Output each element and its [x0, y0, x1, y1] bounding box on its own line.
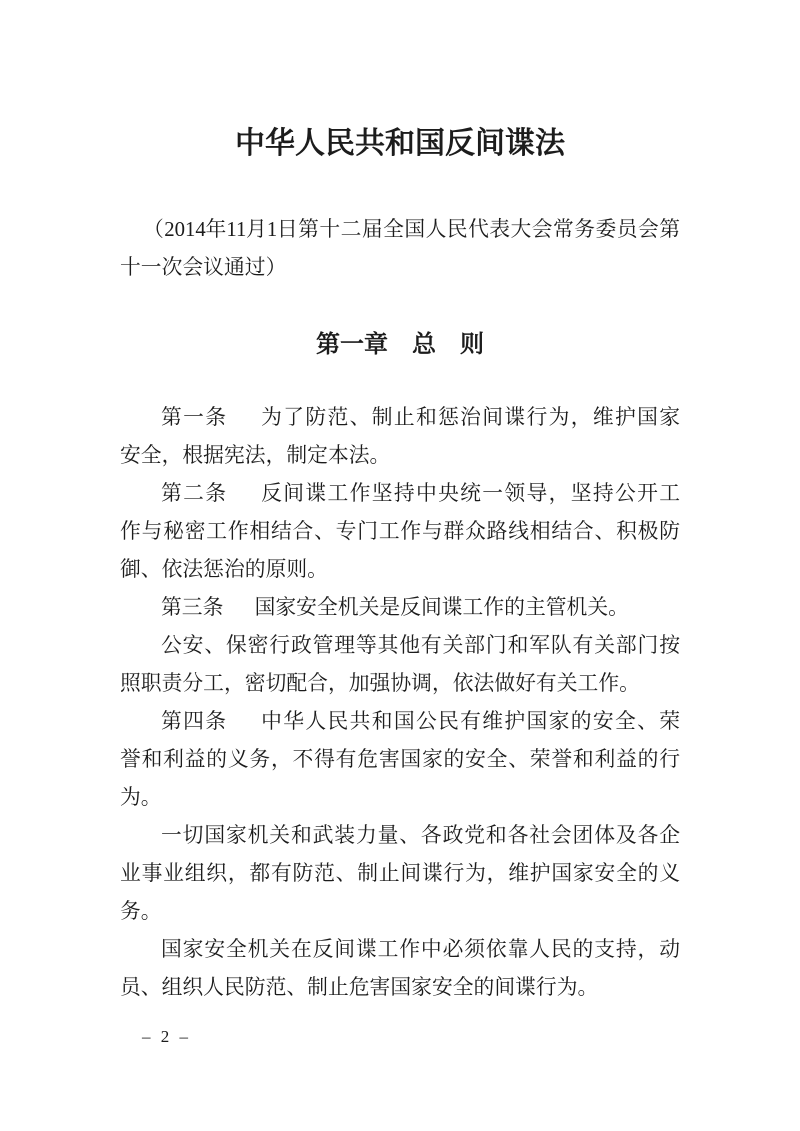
article-4-para-2-line-3: 务。: [120, 900, 162, 923]
article-1-line-1: 第一条 为了防范、制止和惩治间谍行为，维护国家: [161, 406, 680, 429]
article-3-para-2-line-1: 公安、保密行政管理等其他有关部门和军队有关部门按: [161, 634, 680, 657]
article-4-line-2: 誉和利益的义务，不得有危害国家的安全、荣誉和利益的行: [120, 748, 680, 771]
article-2-line-1: 第二条 反间谍工作坚持中央统一领导，坚持公开工: [161, 482, 680, 505]
document-content: [120, 123, 680, 1048]
article-3-para-2-line-2: 照职责分工，密切配合，加强协调，依法做好有关工作。: [120, 672, 640, 695]
article-1-line-2: 安全，根据宪法，制定本法。: [120, 444, 391, 467]
article-4-para-2-line-1: 一切国家机关和武装力量、各政党和各社会团体及各企: [161, 824, 680, 847]
article-3-line-1: 第三条 国家安全机关是反间谍工作的主管机关。: [161, 596, 629, 619]
document-title: 中华人民共和国反间谍法: [235, 127, 565, 160]
article-4-line-3: 为。: [120, 786, 162, 809]
page-number: – 2 –: [142, 1027, 191, 1046]
article-4-line-1: 第四条 中华人民共和国公民有维护国家的安全、荣: [161, 710, 680, 733]
article-4-para-2-line-2: 业事业组织，都有防范、制止间谍行为，维护国家安全的义: [120, 862, 680, 885]
subtitle-line-1: （2014 年 11 月 1 日第十二届全国人民代表大会常务委员会第: [143, 218, 680, 241]
subtitle-line-2: 十一次会议通过）: [120, 256, 287, 279]
article-4-para-3-line-2: 员、组织人民防范、制止危害国家安全的间谍行为。: [120, 976, 599, 999]
article-4-para-3-line-1: 国家安全机关在反间谍工作中必须依靠人民的支持，动: [161, 938, 680, 961]
article-text-block: [120, 399, 680, 1007]
chapter-heading: 第一章 总 则: [316, 332, 484, 358]
article-2-line-2: 作与秘密工作相结合、专门工作与群众路线相结合、积极防: [120, 520, 680, 543]
article-2-line-3: 御、依法惩治的原则。: [120, 558, 328, 581]
